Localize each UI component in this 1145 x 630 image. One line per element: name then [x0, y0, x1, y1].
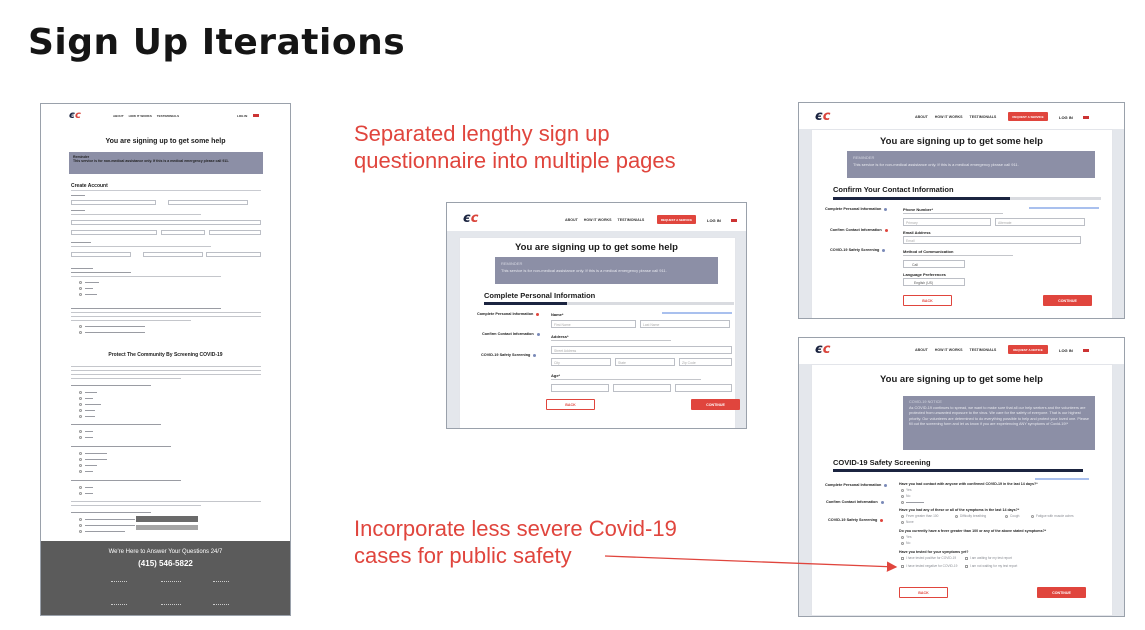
email-input[interactable]	[206, 252, 261, 257]
create-account-title: Create Account	[71, 183, 108, 189]
t2-checkbox[interactable]	[965, 557, 968, 560]
reminder-box	[495, 257, 718, 284]
age-day-select[interactable]	[613, 384, 671, 392]
method-label: Method of Communication	[903, 249, 954, 254]
step-screening[interactable]: COVID-19 Safety Screening	[830, 248, 885, 252]
submit-button[interactable]	[136, 516, 198, 522]
street-input[interactable]	[71, 220, 261, 225]
footer-title: We're Here to Answer Your Questions 24/7	[108, 549, 223, 555]
help-link[interactable]	[1029, 207, 1099, 209]
page-heading: You are signing up to get some help	[880, 374, 1043, 385]
navbar	[447, 203, 746, 231]
opt-none[interactable]	[901, 521, 904, 524]
address-label: Address*	[551, 334, 569, 339]
annotation-multipage: Separated lengthy sign up questionnaire into multiple pages	[354, 121, 676, 173]
q-tested: Have you tested for your symptoms yet?	[899, 550, 969, 554]
navbar	[799, 338, 1124, 364]
first-name-input[interactable]	[71, 200, 156, 205]
opt-fever[interactable]	[901, 515, 904, 518]
protect-title: Protect The Community By Screening COVID-19	[108, 352, 223, 358]
name-label: Name*	[551, 312, 564, 317]
flag-icon[interactable]	[253, 114, 259, 117]
step-screening[interactable]: COVID-19 Safety Screening	[481, 353, 536, 357]
q-fever: Do you currently have a fever greater than 100 or any of the above stated symptoms?*	[899, 529, 1047, 533]
state-select[interactable]: State	[615, 358, 675, 366]
step-contact[interactable]: Confirm Contact Information	[830, 228, 888, 232]
q1-unknown-radio[interactable]	[901, 501, 904, 504]
login-link[interactable]: LOG IN	[1059, 348, 1073, 353]
primary-phone-input[interactable]: Primary	[903, 218, 991, 226]
flag-icon[interactable]	[1083, 348, 1089, 352]
navbar	[41, 104, 290, 126]
annotation-covid: Incorporate less severe Covid-19 cases for public safety	[354, 516, 677, 568]
age-month-select[interactable]	[551, 384, 609, 392]
zip-input[interactable]	[209, 230, 261, 235]
age-label: Age*	[551, 373, 561, 378]
reminder-box	[847, 151, 1095, 178]
covid-notice-box	[903, 396, 1095, 450]
reminder-text: This service is for non-medical assistance only. If this is a medical emergency please call 911.	[73, 159, 229, 163]
age-year-select[interactable]	[675, 384, 732, 392]
progress-bar	[833, 469, 1083, 472]
nav-how[interactable]: HOW IT WORKS	[934, 348, 963, 352]
phone-label: Phone Number*	[903, 207, 934, 212]
nav-how[interactable]: HOW IT WORKS	[583, 218, 612, 222]
last-name-input[interactable]	[168, 200, 248, 205]
screenshot-long-form	[40, 103, 291, 616]
request-service-button[interactable]: REQUEST A SERVICE	[1008, 112, 1048, 121]
city-input[interactable]	[71, 230, 157, 235]
page-heading: You are signing up to get some help	[105, 138, 226, 145]
nav-about[interactable]: ABOUT	[565, 218, 578, 222]
reminder-title: REMINDER	[853, 155, 875, 160]
reminder-title: Reminder	[73, 155, 90, 159]
alt-phone-input[interactable]: Alternate	[995, 218, 1085, 226]
language-select[interactable]: English (US)	[903, 278, 965, 286]
back-button[interactable]: BACK	[903, 295, 952, 306]
state-select[interactable]	[161, 230, 205, 235]
alt-phone-input[interactable]	[143, 252, 203, 257]
nav-testimonials[interactable]: TESTIMONIALS	[617, 218, 645, 222]
street-input[interactable]: Street Address	[551, 346, 732, 354]
phone-input[interactable]	[71, 252, 131, 257]
request-notice-button[interactable]: REQUEST A NOTICE	[1008, 345, 1048, 354]
footer	[41, 541, 290, 616]
reminder-text: This service is for non-medical assistance only. If this is a medical emergency please call 911.	[501, 268, 667, 273]
q-symptoms: Have you had any of these or all of the symptoms in the last 14 days?*	[899, 508, 1020, 512]
opt-cough[interactable]	[1005, 515, 1008, 518]
q-contact: Have you had contact with anyone with confirmed COVID-19 in the last 14 days?*	[899, 482, 1038, 486]
step-title: Complete Personal Information	[484, 291, 596, 300]
continue-button[interactable]: CONTINUE	[1037, 587, 1086, 598]
footer-phone[interactable]: (415) 546-5822	[138, 559, 193, 568]
reminder-text: This service is for non-medical assistance only. If this is a medical emergency please call 911.	[853, 162, 1019, 167]
opt-breathing[interactable]	[955, 515, 958, 518]
page-heading: You are signing up to get some help	[880, 136, 1043, 147]
logo-icon: єc	[815, 109, 831, 124]
screenshot-personal-info	[446, 202, 747, 429]
logo-icon: єc	[69, 110, 81, 121]
method-select[interactable]: Call	[903, 260, 965, 268]
q1-yes-radio[interactable]	[901, 489, 904, 492]
continue-button[interactable]: CONTINUE	[691, 399, 740, 410]
nav-about[interactable]: ABOUT	[915, 348, 928, 352]
progress-bar	[833, 197, 1101, 200]
nav-testimonials[interactable]: TESTIMONIALS	[969, 115, 997, 119]
email-label: Email Address	[903, 230, 931, 235]
help-link[interactable]	[662, 312, 732, 314]
login-link[interactable]: LOG IN	[1059, 115, 1073, 120]
logo-icon: єc	[463, 211, 479, 226]
login-link[interactable]: LOG IN	[707, 218, 721, 223]
request-service-button[interactable]: REQUEST A SERVICE	[657, 215, 696, 224]
nav-how[interactable]: HOW IT WORKS	[934, 115, 963, 119]
help-link[interactable]	[1035, 478, 1089, 480]
back-button[interactable]: BACK	[546, 399, 595, 410]
page-heading: You are signing up to get some help	[515, 242, 678, 253]
notice-title: COVID-19 NOTICE	[909, 400, 942, 404]
continue-button[interactable]: CONTINUE	[1043, 295, 1092, 306]
nav-links	[113, 114, 179, 118]
step-title: Confirm Your Contact Information	[833, 185, 954, 194]
nav-how[interactable]: HOW IT WORKS	[128, 114, 152, 118]
navbar	[799, 103, 1124, 129]
logo-icon: єc	[815, 342, 831, 357]
reminder-title: REMINDER	[501, 261, 523, 266]
step-contact[interactable]: Confirm Contact Information	[826, 500, 884, 504]
language-label: Language Preferences	[903, 272, 946, 277]
q3-no-radio[interactable]	[901, 542, 904, 545]
back-button[interactable]: BACK	[899, 587, 948, 598]
step-title: COVID-19 Safety Screening	[833, 458, 931, 467]
step-personal[interactable]: Complete Personal Information	[825, 207, 887, 211]
step-personal[interactable]: Complete Personal Information	[825, 483, 887, 487]
step-personal[interactable]: Complete Personal Information	[477, 312, 539, 316]
q3-yes-radio[interactable]	[901, 536, 904, 539]
nav-testimonials[interactable]: TESTIMONIALS	[156, 114, 180, 118]
t4-checkbox[interactable]	[965, 565, 968, 568]
city-input[interactable]: City	[551, 358, 611, 366]
nav-about[interactable]: ABOUT	[113, 114, 124, 118]
login-link[interactable]: LOG IN	[237, 114, 248, 118]
step-screening[interactable]: COVID-19 Safety Screening	[828, 518, 883, 522]
zip-input[interactable]: Zip Code	[679, 358, 732, 366]
cancel-button[interactable]	[136, 525, 198, 530]
nav-about[interactable]: ABOUT	[915, 115, 928, 119]
flag-icon[interactable]	[1083, 115, 1089, 119]
screenshot-covid-screening: єc ABOUT HOW IT WORKS TESTIMONIALS REQUEST A NOTICE LOG IN You are signing up to get some help COVID-19 NOTICE As COVID-19 continues to spread, we want to make sure that all our help seekers and the volunteers are protected from unwanted exposure to the virus. We care for the safety of everyone. That is our highest priority. Our volunteers are determined to do everything possible to help and protect your loved one. Please fill out the screening form and let us know if you are experiencing ANY symptoms of Covid-19!* COVID-19 Safety Screening Complete Personal Information Confirm Contact Information COVID-19 Safety Screening Have you had contact with anyone with confirmed COVID-19 in the last 14 days?* Yes No Have you had any of these or all of the symptoms in the last 14 days?* Fever greater than 100 Difficulty breathing Cough Fatigue with muscle aches None Do you currently have a fever greater than 100 or any of the above stated symptoms?* Yes No Have you tested for your symptoms yet? I have tested positive for COVID-19 I am waiting for my test report I have tested negative for COVID-19 I am not waiting for my test report BACK CONTINUE	[798, 337, 1125, 617]
step-contact[interactable]: Confirm Contact Information	[482, 332, 540, 336]
q1-no-radio[interactable]	[901, 495, 904, 498]
progress-bar	[484, 302, 734, 305]
email-input[interactable]: Email	[903, 236, 1081, 244]
notice-text: As COVID-19 continues to spread, we want to make sure that all our help seekers and the volunteers are protected from unwanted exposure to the virus. We care for the safety of everyone. That is our highest priority. Our volunteers are determined to do everything possible to help and protect your loved one. Please fill out the screening form and let us know if you are experiencing ANY symptoms of Covid-19!*	[909, 406, 1089, 426]
opt-fatigue[interactable]	[1031, 515, 1034, 518]
reminder-box	[69, 152, 263, 174]
slide-title: Sign Up Iterations	[28, 22, 406, 63]
nav-testimonials[interactable]: TESTIMONIALS	[969, 348, 997, 352]
t3-checkbox[interactable]	[901, 565, 904, 568]
last-name-input[interactable]: Last Name	[640, 320, 730, 328]
first-name-input[interactable]: First Name	[551, 320, 636, 328]
screenshot-contact-info	[798, 102, 1125, 319]
t1-checkbox[interactable]	[901, 557, 904, 560]
flag-icon[interactable]	[731, 218, 737, 222]
